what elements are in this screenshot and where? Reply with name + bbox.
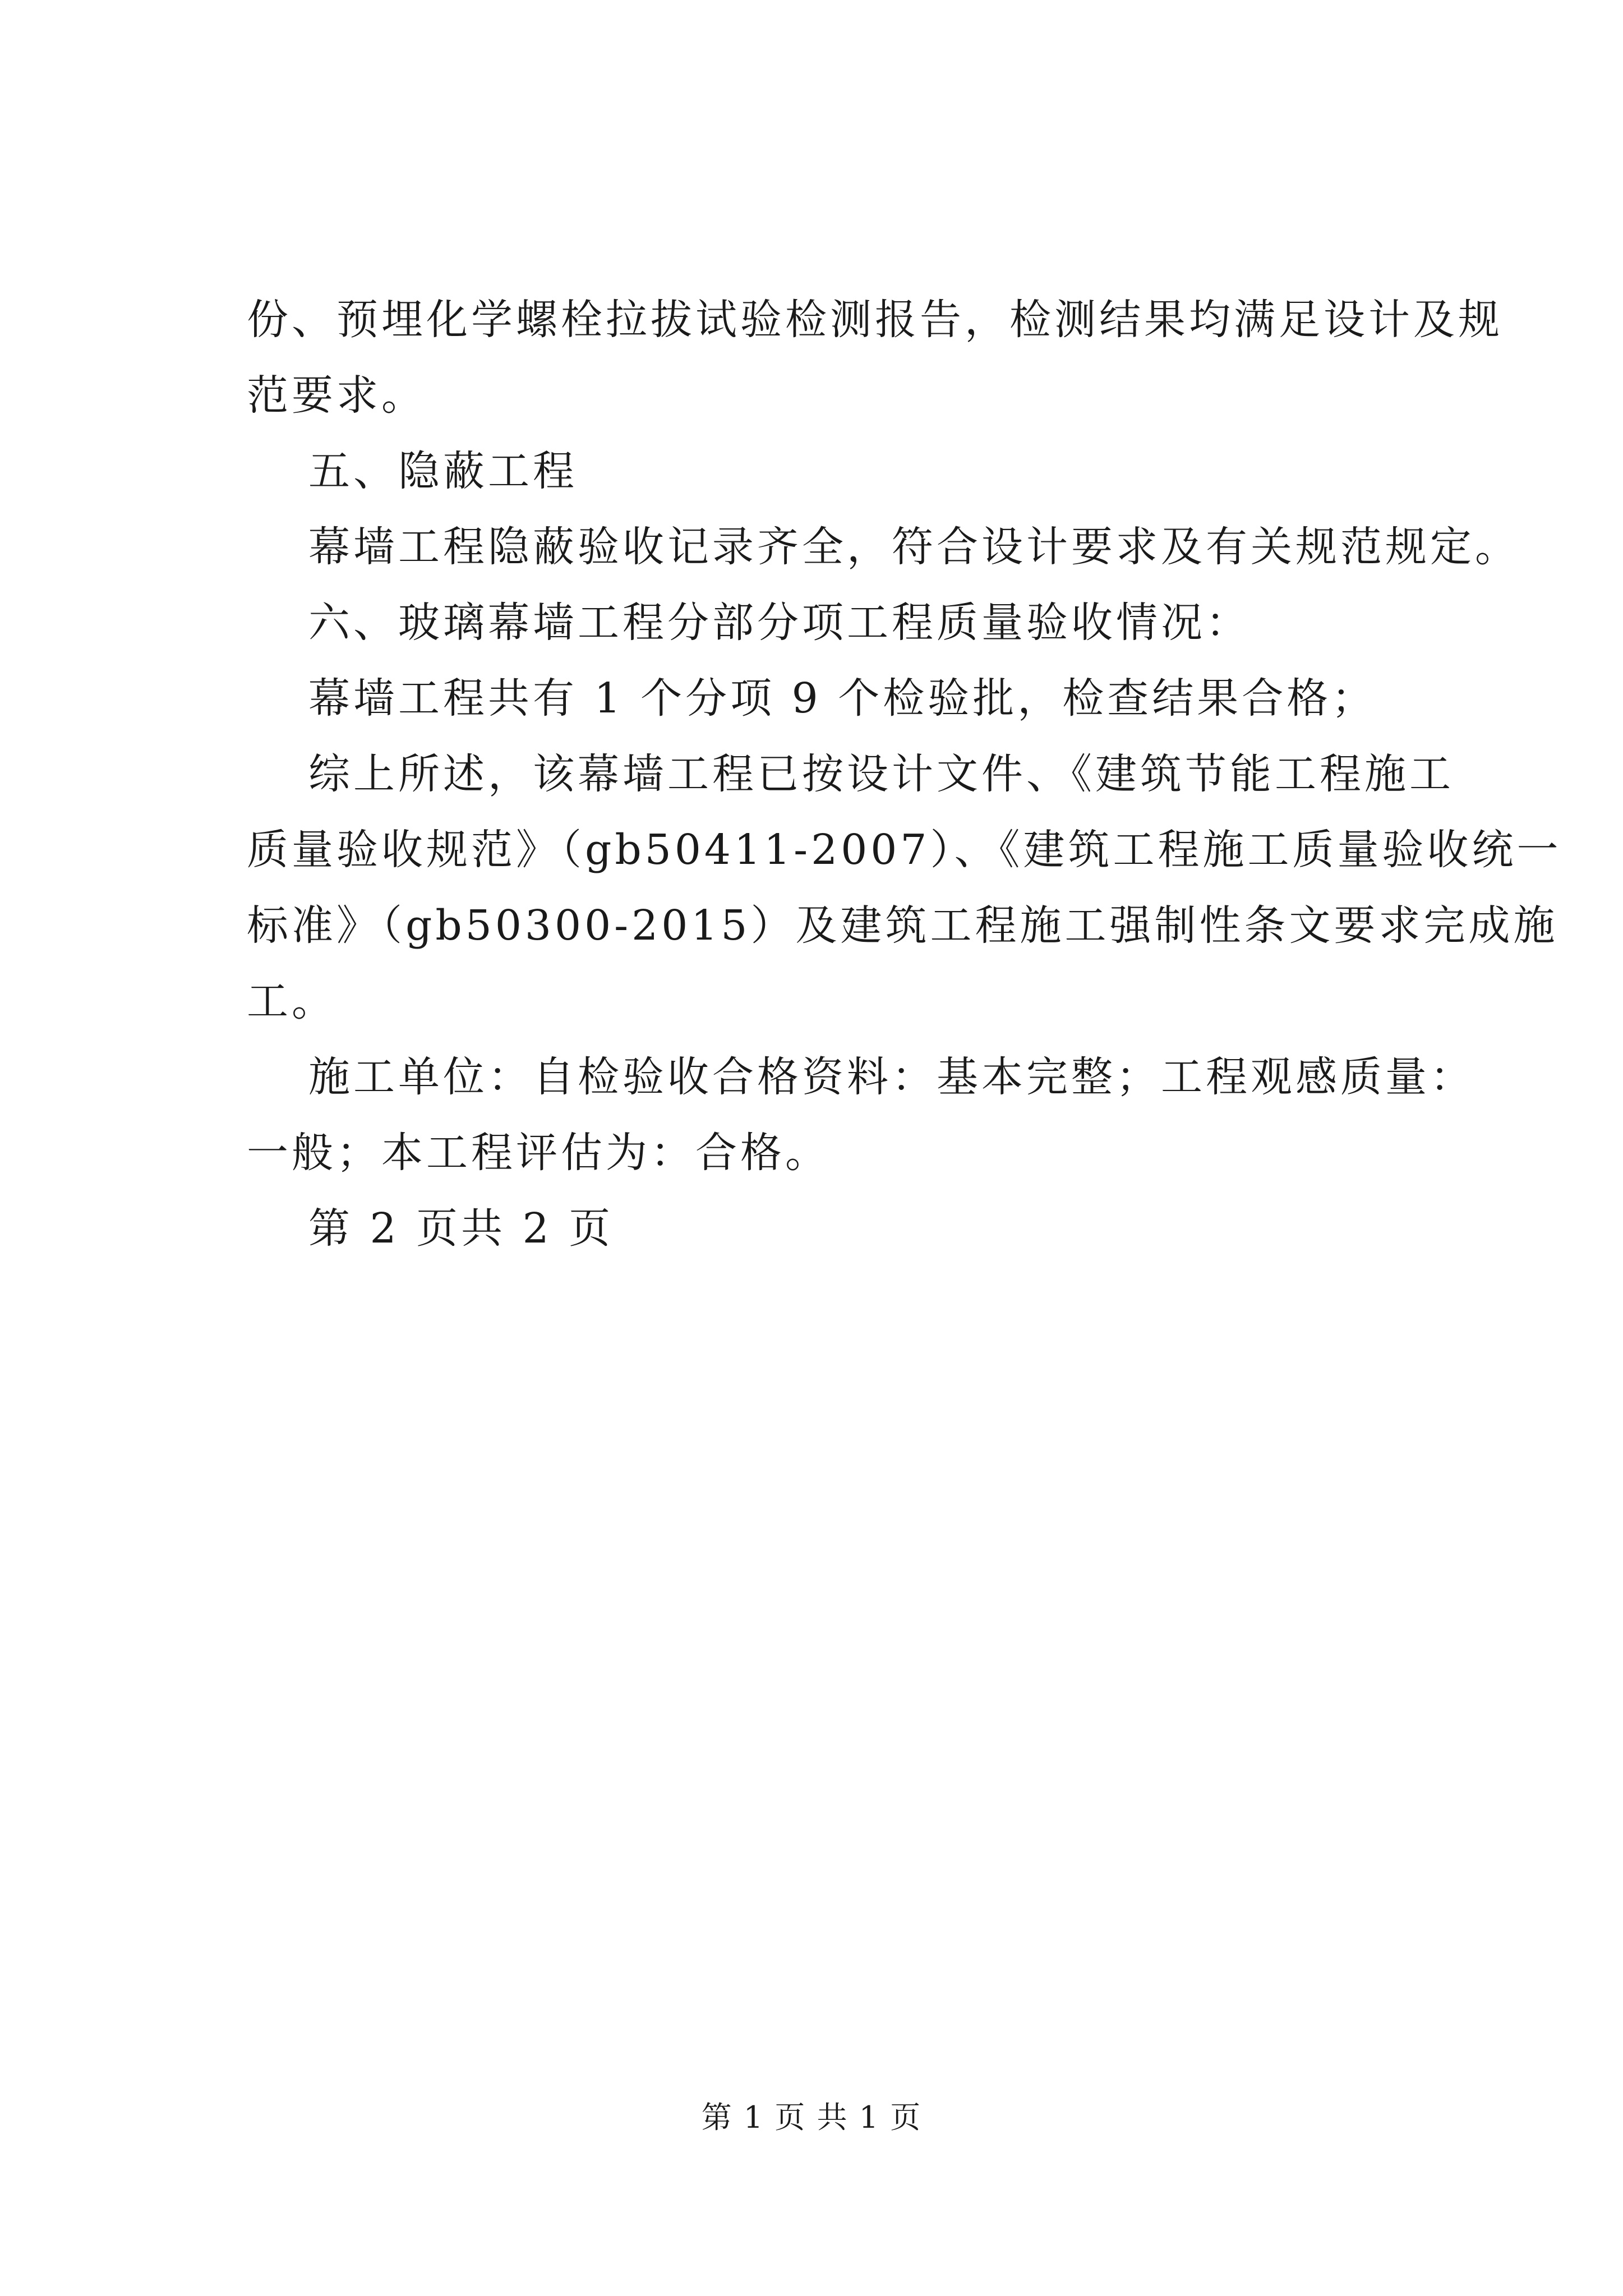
text-line: 施工单位：自检验收合格资料：基本完整；工程观感质量： (308, 1053, 1475, 1101)
page-footer: 第 1 页 共 1 页 (701, 2100, 922, 2135)
text-line: 一般；本工程评估为：合格。 (247, 1129, 830, 1177)
text-line: 幕墙工程共有 1 个分项 9 个检验批，检查结果合格； (308, 674, 1377, 723)
text-line: 质量验收规范》（gb50411-2007）、《建筑工程施工质量验收统一 (247, 826, 1562, 874)
text-line: 标准》（gb50300-2015）及建筑工程施工强制性条文要求完成施 (247, 901, 1559, 950)
text-line: 范要求。 (247, 371, 426, 420)
text-line: 幕墙工程隐蔽验收记录齐全，符合设计要求及有关规范规定。 (308, 523, 1520, 571)
inline-page-note: 第 2 页共 2 页 (308, 1204, 614, 1253)
text-line: 工。 (247, 977, 336, 1025)
text-line: 综上所述，该幕墙工程已按设计文件、《建筑节能工程施工 (308, 750, 1454, 798)
section-heading: 六、玻璃幕墙工程分部分项工程质量验收情况： (308, 599, 1251, 647)
text-line: 份、预埋化学螺栓拉拔试验检测报告，检测结果均满足设计及规 (247, 296, 1503, 344)
section-heading: 五、隐蔽工程 (308, 447, 578, 495)
